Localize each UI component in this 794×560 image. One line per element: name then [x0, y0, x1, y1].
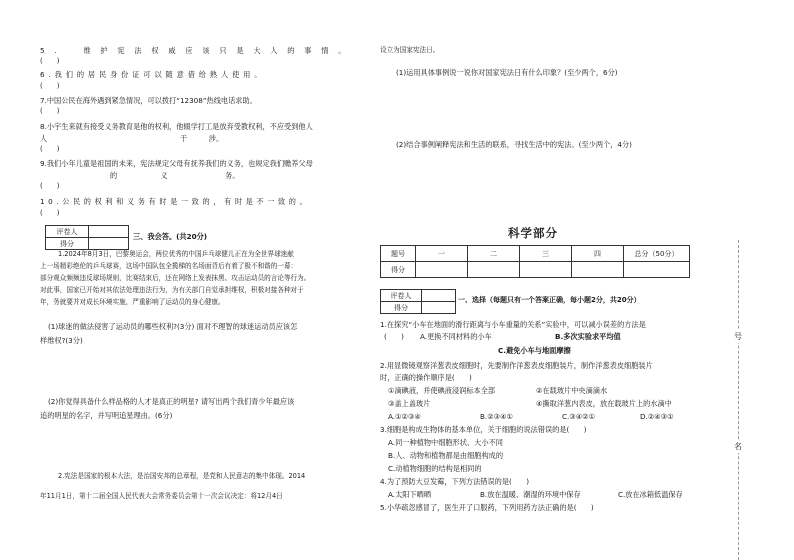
answer-paren: ( )	[40, 107, 60, 115]
question-7: 7.中国公民在海外遇到紧急情况，可以拨打“12308”热线电话求助。	[40, 96, 257, 105]
grader-label: 评卷人	[46, 226, 89, 238]
table-header: 四	[572, 246, 624, 262]
score-label: 得分	[381, 302, 422, 314]
answer-paren: ( )	[40, 182, 60, 190]
table-row-label: 得分	[381, 262, 416, 278]
table-header: 题号	[381, 246, 416, 262]
question-8-cont: 人	[40, 134, 48, 143]
science-question-2-cont: 时，正确的操作顺序是( )	[380, 373, 472, 382]
table-header: 三	[520, 246, 572, 262]
option-c: C.放在冰箱低温保存	[618, 490, 683, 499]
question-5: 5. 维护宪法权威应该只是大人的事情。	[40, 46, 356, 55]
option-a: A.同一种植物中细胞形状、大小不同	[388, 438, 503, 447]
right-sub-question-2: (2)结合事例阐释宪法和生活的联系，寻找生活中的宪法。(至少两个，4分)	[396, 140, 632, 149]
step-3: ③盖上盖玻片	[388, 399, 431, 408]
step-2: ②在载玻片中央滴滴水	[536, 386, 608, 395]
answer-paren: ( )	[40, 57, 60, 65]
score-cell[interactable]	[624, 262, 690, 278]
sub-question-2-cont: 追的明星的名字，并写明追星理由。(6分)	[40, 411, 173, 420]
grader-score-table	[45, 225, 129, 250]
score-cell[interactable]	[89, 238, 129, 250]
passage-1-line-4: 对此事，国家已开始对其依法处理违法行为，为有关部门自觉承担维权，积极对接各种对于	[40, 286, 304, 294]
binding-margin-line	[738, 240, 739, 560]
step-4: ④撕取洋葱内表皮，放在载玻片上的水滴中	[536, 399, 672, 408]
question-10: 10.公民的权利和义务有时是一致的，有时是不一致的。	[40, 197, 311, 206]
option-c: C.避免小车与地面摩擦	[498, 346, 571, 355]
answer-paren: ( )	[384, 332, 404, 341]
table-header: 一	[416, 246, 468, 262]
option-a: A.更换不同材料的小车	[420, 332, 492, 341]
question-9-cont: 的 义 务。	[110, 171, 240, 180]
score-cell[interactable]	[520, 262, 572, 278]
option-b: B.②③④①	[480, 412, 513, 421]
passage-1-line-5: 年，务就要并对成长环境实施，严重影响了运动员的身心健康。	[40, 298, 225, 306]
step-1: ①滴碘液，并使碘液浸润标本全部	[388, 386, 496, 395]
science-score-table	[380, 245, 690, 278]
option-b: B.人、动物和植物都是由细胞构成的	[388, 451, 504, 460]
grader-cell[interactable]	[89, 226, 129, 238]
passage-1-line-1: 1.2024年8月3日，巴黎奥运会，两位优秀的中国乒乓球健儿正在为全世界球迷献	[58, 250, 294, 258]
passage-2-line-2: 年11月1日，第十二届全国人民代表大会常务委员会第十一次会议决定：将12月4日	[40, 492, 283, 500]
passage-1-line-2: 上一场精彩绝伦的乒乓球赛，这场中国队包全揽梯的名场面背后有着了极不和谐的一幕：	[40, 262, 298, 270]
science-question-1: 1.在探究“小车在地面的滑行距离与小车重量的关系”实验中，可以减小误差的方法是	[380, 320, 646, 329]
science-question-4: 4.为了预防大豆发霉，下列方法错误的是( )	[380, 477, 530, 486]
option-b: B.多次实验求平均值	[555, 332, 621, 341]
passage-1-line-3: 部分观众频频违反球场规则，比赛结束后，还在网络上发表抹黑、攻击运动员的言论等行为。	[40, 274, 311, 282]
option-a: A.①②③④	[388, 412, 421, 421]
answer-paren: ( )	[40, 209, 60, 217]
score-cell[interactable]	[572, 262, 624, 278]
option-d: D.②④③①	[640, 412, 674, 421]
question-6: 6.我们的居民身份证可以随意借给熟人使用。	[40, 70, 266, 79]
grader-cell[interactable]	[422, 290, 456, 302]
science-section-title: 科学部分	[508, 226, 558, 240]
science-question-3: 3.细胞是构成生物体的基本单位，关于细胞的说法错误的是( )	[380, 425, 587, 434]
grader-label: 评卷人	[381, 290, 422, 302]
sub-question-2: (2)你觉得具备什么样品格的人才是真正的明星? 请写出两个我们青少年最应该	[48, 397, 295, 406]
grader-score-table-right	[380, 289, 456, 314]
science-question-2: 2.用显微镜观察洋葱表皮细胞时，先要制作洋葱表皮细胞装片，制作洋葱表皮细胞装片	[380, 361, 653, 370]
answer-paren: ( )	[40, 82, 60, 90]
table-header: 总分（50分）	[624, 246, 690, 262]
option-c: C.动植物细胞的结构是相同的	[388, 464, 482, 473]
margin-label-number: 号	[734, 332, 742, 341]
table-header: 二	[468, 246, 520, 262]
question-8: 8.小宇生来就有接受义务教育是他的权利，他辍学打工是放弃受教权利，不应受到他人	[40, 122, 313, 131]
option-c: C.③④②①	[562, 412, 596, 421]
score-cell[interactable]	[468, 262, 520, 278]
section-3-heading: 三、我会答。(共20分)	[133, 232, 208, 241]
science-question-5: 5.小华疏忽感冒了，医生开了口服药，下列用药方法正确的是( )	[380, 503, 594, 512]
science-section-1-heading: 一、选择（每题只有一个答案正确，每小题2分，共20分）	[458, 296, 641, 304]
passage-2-line-1: 2.宪法是国家的根本大法，是治国安邦的总章程，是党和人民意志的集中体现。2014	[58, 472, 306, 480]
passage-2-line-3: 设立为国家宪法日。	[380, 46, 440, 54]
question-9: 9.我们小年儿童是祖国的未来，宪法规定父母有抚养我们的义务，也规定我们赡养父母	[40, 159, 313, 168]
margin-label-name: 名	[734, 442, 742, 451]
score-cell[interactable]	[422, 302, 456, 314]
sub-question-1-cont: 样维权?(3分)	[40, 336, 83, 345]
sub-question-1: (1)球迷的做法侵害了运动员的哪些权利?(3分) 面对不理智的球迷运动员应该怎	[48, 322, 298, 331]
right-sub-question-1: (1)运用具体事例说一说你对国家宪法日有什么印象？(至少两个，6分)	[396, 68, 618, 77]
answer-paren: ( )	[40, 145, 60, 153]
option-a: A.太阳下晒晒	[388, 490, 432, 499]
option-b: B.放在温暖、潮湿的环境中保存	[480, 490, 581, 499]
question-8-cont2: 干 涉。	[180, 134, 224, 143]
score-label: 得分	[46, 238, 89, 250]
score-cell[interactable]	[416, 262, 468, 278]
